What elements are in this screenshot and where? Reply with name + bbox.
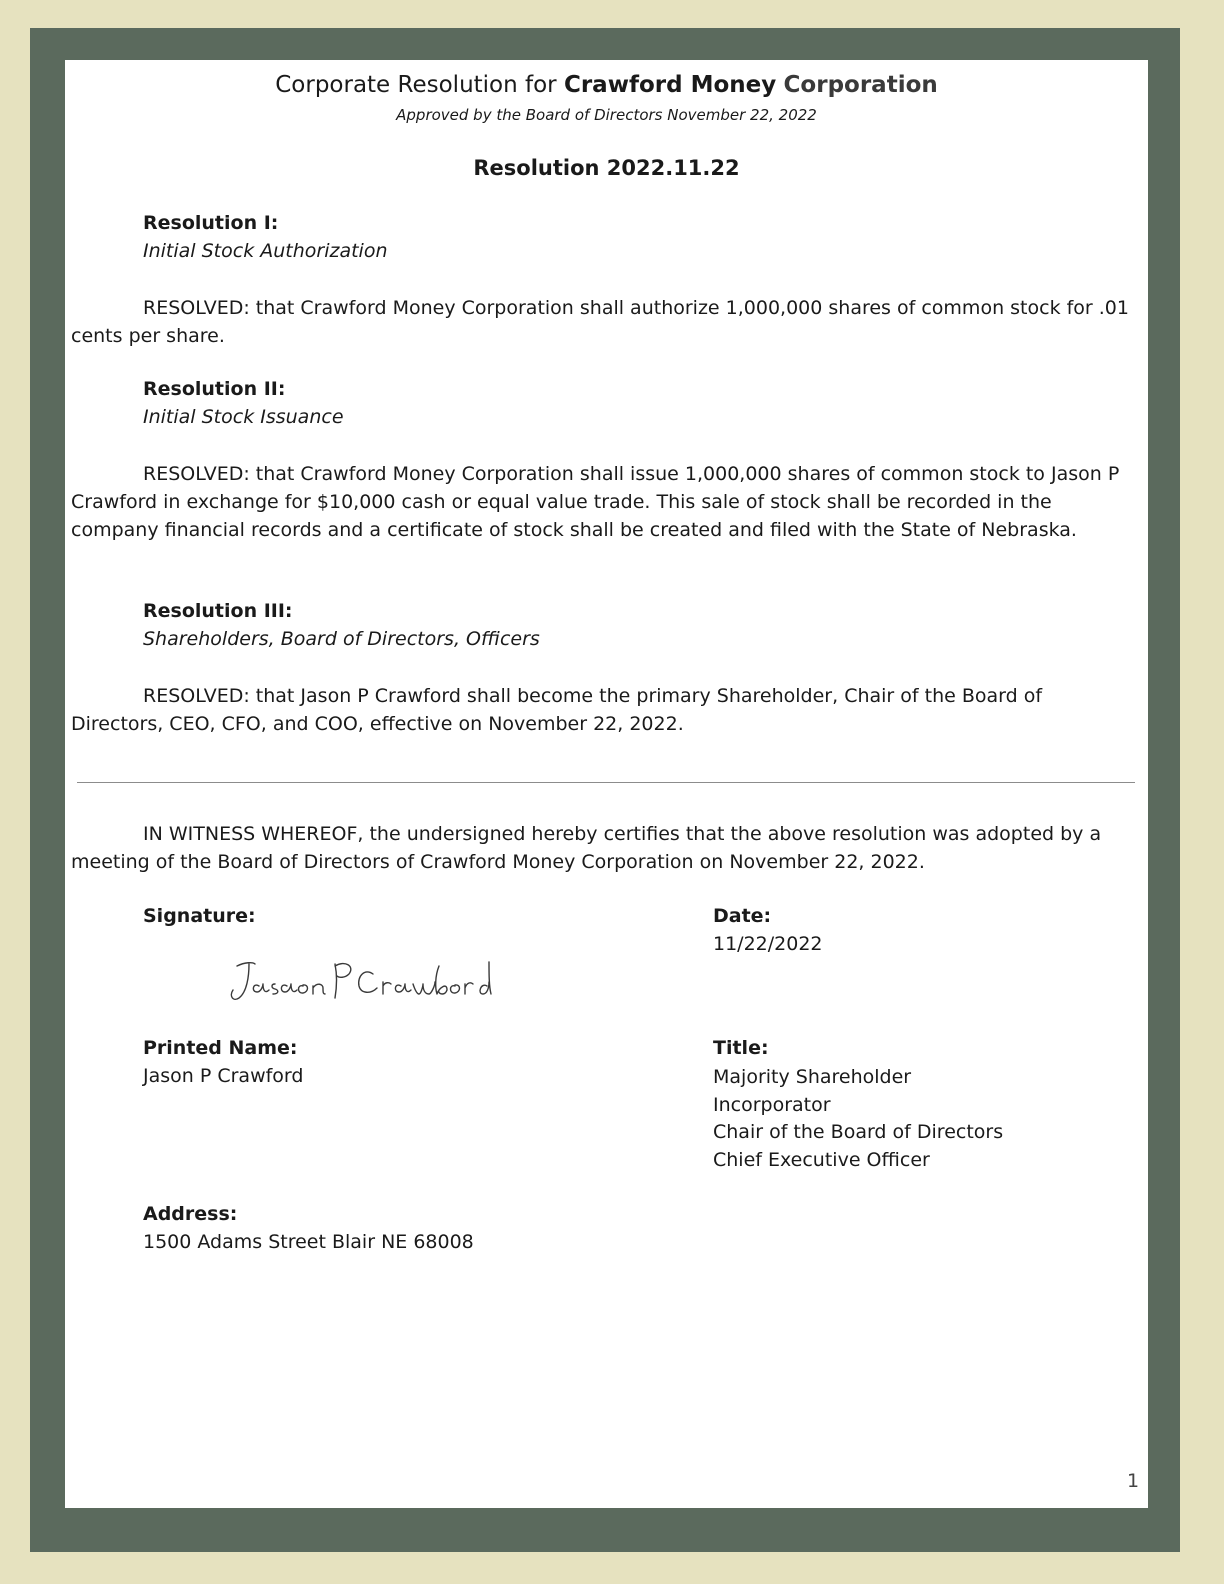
printed-name-label: Printed Name:	[143, 1037, 298, 1059]
resolution-1-text: RESOLVED: that Crawford Money Corporation shall authorize 1,000,000 shares of common stock for .01 cents per share.	[71, 297, 1129, 347]
company-name-suffix: Corporation	[783, 72, 938, 98]
resolution-1-subheading: Initial Stock Authorization	[143, 240, 388, 262]
title-item: Chief Executive Officer	[713, 1148, 930, 1171]
resolution-3-heading: Resolution III:	[143, 600, 293, 622]
signature-label: Signature:	[143, 905, 256, 927]
title-item: Majority Shareholder	[713, 1066, 912, 1088]
section-divider	[77, 782, 1135, 783]
resolution-2-subheading: Initial Stock Issuance	[143, 406, 344, 428]
resolution-2-heading: Resolution II:	[143, 378, 286, 400]
date-label: Date:	[713, 905, 772, 927]
title-item: Incorporator	[713, 1093, 831, 1116]
document-page	[65, 60, 1148, 1508]
company-name-bold: Crawford Money	[563, 72, 777, 98]
resolution-number: Resolution 2022.11.22	[473, 156, 740, 180]
resolution-1-heading: Resolution I:	[143, 212, 279, 234]
witness-statement: IN WITNESS WHEREOF, the undersigned hereby certifies that the above resolution was adopted by a meeting of the Board of Directors of Crawford Money Corporation on November 22, 2022.	[71, 823, 1102, 873]
document-title	[65, 72, 1148, 98]
address-label: Address:	[143, 1203, 238, 1225]
handwritten-signature	[225, 952, 495, 1010]
printed-name-value: Jason P Crawford	[143, 1065, 304, 1087]
resolution-3-subheading: Shareholders, Board of Directors, Officers	[143, 628, 540, 650]
page-number: 1	[1127, 1470, 1140, 1492]
date-value: 11/22/2022	[713, 933, 823, 955]
title-item: Chair of the Board of Directors	[713, 1121, 1004, 1143]
title-prefix: Corporate Resolution for	[275, 72, 557, 98]
approval-line: Approved by the Board of Directors November 22, 2022	[396, 106, 817, 124]
resolution-3-text: RESOLVED: that Jason P Crawford shall become the primary Shareholder, Chair of the Board of Directors, CEO, CFO, and COO, effective on November 22, 2022.	[71, 685, 1043, 735]
address-value: 1500 Adams Street Blair NE 68008	[143, 1231, 474, 1253]
titles-list	[713, 1064, 1003, 1174]
title-label: Title:	[713, 1037, 769, 1059]
resolution-2-text: RESOLVED: that Crawford Money Corporation shall issue 1,000,000 shares of common stock to Jason P Crawford in exchange for $10,000 cash or equal value trade. This sale of stock shall be recorded in the company financial records and a certificate of stock shall be created and filed with the State of Nebraska.	[71, 463, 1120, 541]
